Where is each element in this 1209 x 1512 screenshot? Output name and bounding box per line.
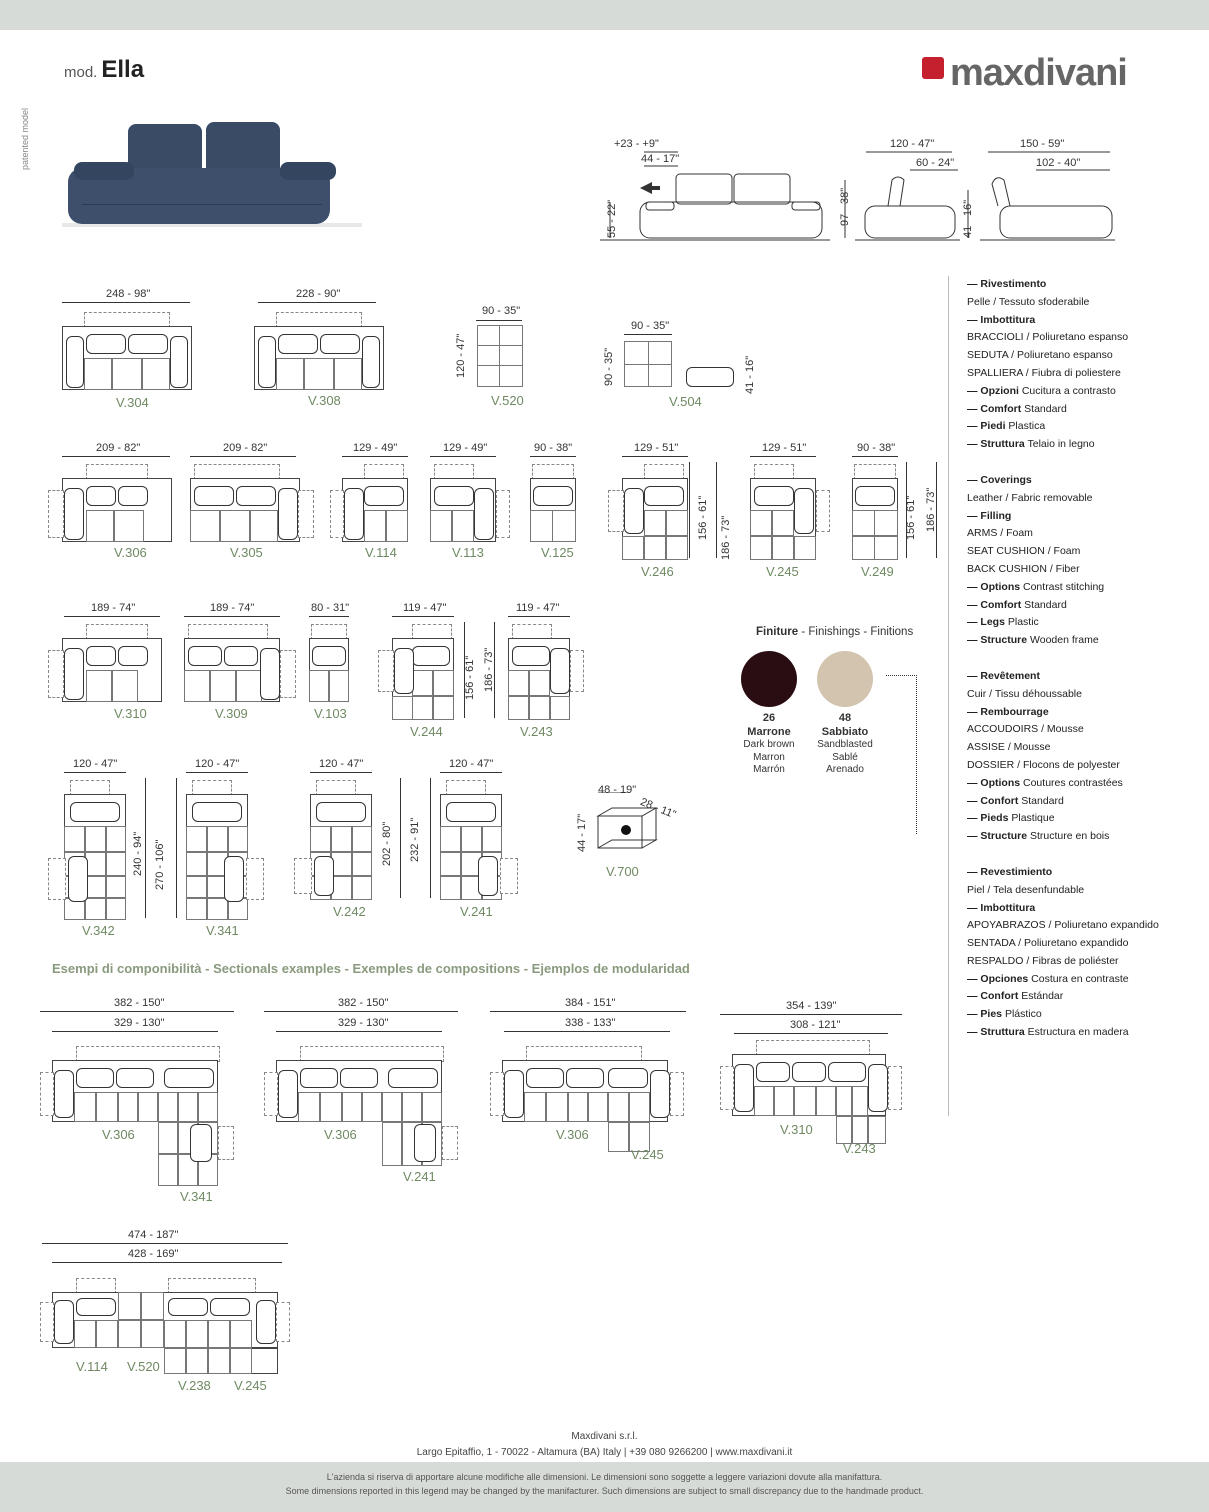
spec-text: Coutures contrastées xyxy=(1020,776,1123,789)
spec-text: Telaio in legno xyxy=(1024,438,1095,451)
label-v520: V.520 xyxy=(491,393,524,408)
finish-label-sabbiato: 48 Sabbiato Sandblasted Sablé Arenado xyxy=(817,712,873,775)
dimline-v114 xyxy=(342,456,408,457)
spec-text: SPALLIERA / Fiubra di poliestere xyxy=(967,366,1121,379)
spec-line-es xyxy=(967,864,1199,882)
dimv1-v249: 156 - 61" xyxy=(905,495,917,540)
dimline-v249 xyxy=(852,456,898,457)
logo-mark-icon xyxy=(922,57,944,79)
dim-v113: 129 - 49" xyxy=(443,442,488,454)
spec-line-fr xyxy=(967,739,1199,757)
ex4-label-b: V.243 xyxy=(843,1141,876,1156)
label-v114: V.114 xyxy=(365,545,397,560)
spec-heading: — Confort xyxy=(967,990,1019,1003)
spec-line-it xyxy=(967,401,1199,419)
ex4-label-a: V.310 xyxy=(780,1122,813,1137)
spec-text: Estructura en madera xyxy=(1024,1026,1129,1039)
spec-text: RESPALDO / Fibras de poliéster xyxy=(967,954,1119,967)
spec-line-en xyxy=(967,490,1199,508)
dimline-v305 xyxy=(190,456,296,457)
dimv-v504: 90 - 35" xyxy=(603,347,615,386)
dimline-v241 xyxy=(440,772,502,773)
ex4-outer-dim: 354 - 139" xyxy=(786,1000,837,1012)
spec-heading: — Imbottitura xyxy=(967,901,1036,914)
spec-heading: — Filling xyxy=(967,509,1012,522)
ex5-inner-line xyxy=(52,1262,282,1263)
spec-heading: — Coverings xyxy=(967,473,1032,486)
ex2-outer-line xyxy=(264,1011,458,1012)
spec-heading: — Revêtement xyxy=(967,669,1040,682)
dimline-v113 xyxy=(430,456,496,457)
label-v504: V.504 xyxy=(669,394,702,409)
module-v341 xyxy=(186,780,270,920)
ex1-inner-dim: 329 - 130" xyxy=(114,1017,165,1029)
vline2-v242 xyxy=(430,778,431,898)
dim-v114: 129 - 49" xyxy=(353,442,398,454)
label-v306: V.306 xyxy=(114,545,147,560)
spec-heading: — Piedi xyxy=(967,420,1006,433)
specs-gap xyxy=(967,454,1199,472)
module-v249 xyxy=(852,464,898,560)
dim-v308: 228 - 90" xyxy=(296,288,341,300)
dim-v305: 209 - 82" xyxy=(223,442,268,454)
dim-arm-width: 44 - 17" xyxy=(641,153,680,165)
spec-line-it xyxy=(967,365,1199,383)
spec-line-fr xyxy=(967,686,1199,704)
specs-gap xyxy=(967,846,1199,864)
spec-heading: — Comfort xyxy=(967,598,1022,611)
dim-seat-depth-2: 102 - 40" xyxy=(1036,157,1081,169)
spec-heading: — Struttura xyxy=(967,1026,1025,1039)
spec-text: APOYABRAZOS / Poliuretano expandido xyxy=(967,919,1159,932)
spec-line-fr xyxy=(967,721,1199,739)
spec-text: DOSSIER / Flocons de polyester xyxy=(967,758,1120,771)
module-v244 xyxy=(378,624,458,720)
spec-text: Leather / Fabric removable xyxy=(967,491,1093,504)
spec-line-it xyxy=(967,347,1199,365)
disclaimer-en: Some dimensions reported in this legend may be changed by the manifacturer. Such dimensions are subject to small discrepancy due to the handmade product. xyxy=(285,1486,924,1496)
label-v242: V.242 xyxy=(333,904,366,919)
spec-text: SEAT CUSHION / Foam xyxy=(967,545,1081,558)
footer-address: Largo Epitaffio, 1 - 70022 - Altamura (BA) Italy | +39 080 9266200 | www.maxdivani.it xyxy=(416,1447,793,1458)
dim-v244: 119 - 47" xyxy=(403,602,447,614)
spec-text: ARMS / Foam xyxy=(967,527,1033,540)
spec-line-es xyxy=(967,953,1199,971)
ex1-label-b: V.341 xyxy=(180,1189,213,1204)
label-v305: V.305 xyxy=(230,545,263,560)
dimline-v520 xyxy=(476,320,522,321)
spec-text: Estándar xyxy=(1018,990,1064,1003)
ex3-label-b: V.245 xyxy=(631,1147,664,1162)
spec-heading: — Legs xyxy=(967,616,1005,629)
ex2-inner-line xyxy=(276,1031,442,1032)
dim-v103: 80 - 31" xyxy=(311,602,350,614)
spec-text: SEDUTA / Poliuretano espanso xyxy=(967,349,1113,362)
spec-heading: — Pies xyxy=(967,1008,1003,1021)
module-v305 xyxy=(190,464,314,542)
label-v341: V.341 xyxy=(206,923,239,938)
spec-line-it xyxy=(967,329,1199,347)
dim-v310: 189 - 74" xyxy=(91,602,136,614)
label-v244: V.244 xyxy=(410,724,443,739)
dimline-v243 xyxy=(508,616,570,617)
disclaimer-it: L'azienda si riserva di apportare alcune modifiche alle dimensioni. Le dimensioni sono soggette a leggere variazioni dovute alla manifattura. xyxy=(326,1472,883,1482)
label-v309: V.309 xyxy=(215,706,248,721)
vline2-v246 xyxy=(716,462,717,558)
module-v241 xyxy=(440,780,524,900)
footer-company: Maxdivani s.r.l. xyxy=(571,1431,638,1442)
module-v242 xyxy=(294,780,378,900)
ex2-outer-dim: 382 - 150" xyxy=(338,997,389,1009)
spec-text: Standard xyxy=(1021,402,1067,415)
dimline-v306 xyxy=(62,456,170,457)
spec-text: Plastic xyxy=(1004,616,1039,629)
spec-heading: — Rivestimento xyxy=(967,278,1047,290)
dimv1-v244: 156 - 61" xyxy=(464,655,476,700)
dim-v304: 248 - 98" xyxy=(106,288,151,300)
dim-v504: 90 - 35" xyxy=(631,320,670,332)
module-v243 xyxy=(508,624,588,720)
ex2-label-b: V.241 xyxy=(403,1169,436,1184)
spec-line-fr xyxy=(967,704,1199,722)
ex3-outer-line xyxy=(490,1011,686,1012)
spec-heading: — Structure xyxy=(967,830,1028,843)
spec-line-fr xyxy=(967,757,1199,775)
dimline-v308 xyxy=(258,302,376,303)
dim-v341: 120 - 47" xyxy=(195,758,240,770)
module-v306 xyxy=(48,464,178,542)
label-v243: V.243 xyxy=(520,724,553,739)
spec-line-es xyxy=(967,917,1199,935)
spec-line-it xyxy=(967,276,1199,294)
spec-heading: — Comfort xyxy=(967,402,1022,415)
spec-line-en xyxy=(967,579,1199,597)
spec-heading: — Options xyxy=(967,776,1021,789)
dimline-v103 xyxy=(309,616,349,617)
spec-line-it xyxy=(967,418,1199,436)
ex4-outer-line xyxy=(720,1014,902,1015)
ex5-outer-dim: 474 - 187" xyxy=(128,1229,179,1241)
spec-line-it xyxy=(967,383,1199,401)
swatch-sabbiato xyxy=(817,651,873,707)
module-v520 xyxy=(477,325,523,387)
dim-height-2: 41 - 16" xyxy=(962,199,974,238)
dimline-v125 xyxy=(530,456,576,457)
spec-heading: — Confort xyxy=(967,794,1019,807)
module-v304 xyxy=(52,312,202,392)
spec-heading: — Revestimiento xyxy=(967,865,1053,878)
spec-line-it xyxy=(967,294,1199,312)
dimline-v309 xyxy=(184,616,280,617)
specs-panel xyxy=(967,276,1199,1042)
spec-text: BRACCIOLI / Poliuretano espanso xyxy=(967,331,1129,344)
spec-heading: — Opzioni xyxy=(967,384,1019,397)
example-3 xyxy=(490,1046,690,1156)
spec-line-es xyxy=(967,935,1199,953)
specs-divider xyxy=(948,276,949,1116)
vline-v242 xyxy=(400,778,401,898)
dimline-v242 xyxy=(310,772,372,773)
spec-text: Plastica xyxy=(1005,420,1046,433)
spec-heading: — Opciones xyxy=(967,972,1029,985)
example-4 xyxy=(720,1040,910,1144)
dim-v306: 209 - 82" xyxy=(96,442,141,454)
module-v246 xyxy=(608,464,690,560)
spec-text: ACCOUDOIRS / Mousse xyxy=(967,723,1084,736)
dimline-v342 xyxy=(64,772,126,773)
spec-line-fr xyxy=(967,793,1199,811)
spec-line-en xyxy=(967,597,1199,615)
dimline-v504 xyxy=(624,334,672,335)
dim-v242: 120 - 47" xyxy=(319,758,364,770)
ex3-inner-line xyxy=(504,1031,670,1032)
spec-heading: — Options xyxy=(967,580,1021,593)
spec-text: Structure en bois xyxy=(1027,830,1110,843)
ex1-outer-line xyxy=(40,1011,234,1012)
ex1-outer-dim: 382 - 150" xyxy=(114,997,165,1009)
ex2-inner-dim: 329 - 130" xyxy=(338,1017,389,1029)
module-v310 xyxy=(48,624,178,702)
example-2 xyxy=(264,1046,464,1166)
dim-seat-height: 55 - 22" xyxy=(606,199,618,238)
label-v125: V.125 xyxy=(541,545,574,560)
spec-heading: — Rembourrage xyxy=(967,705,1049,718)
dimw-v700: 48 - 19" xyxy=(598,784,637,796)
specs-gap xyxy=(967,650,1199,668)
ex3-inner-dim: 338 - 133" xyxy=(565,1017,616,1029)
module-v113 xyxy=(430,464,512,542)
dimv2-v242: 232 - 91" xyxy=(409,817,421,862)
dim-v342: 120 - 47" xyxy=(73,758,118,770)
spec-line-fr xyxy=(967,828,1199,846)
patented-note: patented model xyxy=(20,107,30,170)
ex3-outer-dim: 384 - 151" xyxy=(565,997,616,1009)
vline-v246 xyxy=(689,462,690,558)
ottoman-side-v504 xyxy=(686,367,734,387)
label-v113: V.113 xyxy=(452,545,484,560)
label-v700: V.700 xyxy=(606,864,639,879)
ex5-label-c: V.238 xyxy=(178,1378,211,1393)
dimline-v244 xyxy=(392,616,454,617)
label-v246: V.246 xyxy=(641,564,674,579)
model-title: mod. Ella xyxy=(64,56,145,83)
vline-v342 xyxy=(145,778,146,918)
spec-text: Cucitura a contrasto xyxy=(1018,384,1116,397)
dimh-v504: 41 - 16" xyxy=(744,355,756,394)
label-v308: V.308 xyxy=(308,393,341,408)
module-v125 xyxy=(530,464,576,542)
dim-v245: 129 - 51" xyxy=(762,442,807,454)
spec-line-en xyxy=(967,525,1199,543)
spec-line-en xyxy=(967,508,1199,526)
dim-v249: 90 - 38" xyxy=(857,442,896,454)
spec-text: Piel / Tela desenfundable xyxy=(967,883,1085,896)
module-v309 xyxy=(184,624,308,702)
ex5-label-d: V.245 xyxy=(234,1378,267,1393)
dim-v125: 90 - 38" xyxy=(534,442,573,454)
label-v310: V.310 xyxy=(114,706,147,721)
spec-heading: — Struttura xyxy=(967,438,1025,451)
spec-line-es xyxy=(967,971,1199,989)
spec-text: Plastique xyxy=(1008,812,1055,825)
dimline-v304 xyxy=(62,302,190,303)
ex5-label-a: V.114 xyxy=(76,1359,108,1374)
finish-connector xyxy=(886,675,917,834)
spec-text: Contrast stitching xyxy=(1020,580,1105,593)
finishes-title: Finiture - Finishings - Finitions xyxy=(756,626,914,638)
ex4-inner-dim: 308 - 121" xyxy=(790,1019,841,1031)
label-v241: V.241 xyxy=(460,904,493,919)
ex1-label-a: V.306 xyxy=(102,1127,135,1142)
ex1-inner-line xyxy=(52,1031,218,1032)
ex5-label-b: V.520 xyxy=(127,1359,160,1374)
spec-line-fr xyxy=(967,668,1199,686)
spec-line-fr xyxy=(967,775,1199,793)
spec-heading: — Structure xyxy=(967,634,1028,647)
spec-line-en xyxy=(967,614,1199,632)
label-v245: V.245 xyxy=(766,564,799,579)
example-1 xyxy=(40,1046,240,1186)
spec-text: BACK CUSHION / Fiber xyxy=(967,562,1080,575)
dim-extension: +23 - +9" xyxy=(614,138,659,150)
dimline-v310 xyxy=(64,616,160,617)
dimline-v341 xyxy=(186,772,248,773)
spec-line-en xyxy=(967,543,1199,561)
swatch-marrone xyxy=(741,651,797,707)
dimv2-v244: 186 - 73" xyxy=(483,647,495,692)
spec-line-it xyxy=(967,436,1199,454)
dim-seat-depth-1: 60 - 24" xyxy=(916,157,955,169)
dim-v246: 129 - 51" xyxy=(634,442,679,454)
spec-heading: — Imbottitura xyxy=(967,313,1036,326)
spec-text: Wooden frame xyxy=(1027,634,1099,647)
ex5-inner-dim: 428 - 169" xyxy=(128,1248,179,1260)
spec-line-es xyxy=(967,882,1199,900)
spec-text: SENTADA / Poliuretano expandido xyxy=(967,937,1129,950)
spec-text: Costura en contraste xyxy=(1028,972,1129,985)
dimd-v700: 28 - 11" xyxy=(638,796,678,822)
dimv1-v246: 156 - 61" xyxy=(697,495,709,540)
dim-v520: 90 - 35" xyxy=(482,305,521,317)
spec-line-fr xyxy=(967,810,1199,828)
spec-text: ASSISE / Mousse xyxy=(967,741,1051,754)
dimv2-v342: 270 - 106" xyxy=(154,839,166,890)
module-v114 xyxy=(330,464,410,542)
spec-line-es xyxy=(967,1006,1199,1024)
dimline-v246 xyxy=(622,456,688,457)
ex4-inner-line xyxy=(734,1033,888,1034)
ex3-label-a: V.306 xyxy=(556,1127,589,1142)
dimv1-v342: 240 - 94" xyxy=(132,831,144,876)
spec-line-en xyxy=(967,472,1199,490)
spec-line-en xyxy=(967,561,1199,579)
module-v342 xyxy=(48,780,132,920)
label-v304: V.304 xyxy=(116,395,149,410)
vline2-v342 xyxy=(176,778,177,918)
finish-label-marrone: 26 Marrone Dark brown Marron Marrón xyxy=(743,712,795,775)
dim-depth-1: 120 - 47" xyxy=(890,138,935,150)
examples-title: Esempi di componibilità - Sectionals examples - Exemples de compositions - Ejemplos de modularidad xyxy=(52,961,690,976)
module-v245 xyxy=(750,464,832,560)
dimv1-v242: 202 - 80" xyxy=(381,821,393,866)
dimh-v700: 44 - 17" xyxy=(576,813,588,852)
spec-line-es xyxy=(967,900,1199,918)
label-v103: V.103 xyxy=(314,706,347,721)
dim-v243: 119 - 47" xyxy=(516,602,560,614)
sofa-photo xyxy=(62,118,372,230)
spec-line-es xyxy=(967,988,1199,1006)
module-v103 xyxy=(309,624,349,702)
spec-line-es xyxy=(967,1024,1199,1042)
brand-logo: maxdivani xyxy=(922,52,1127,95)
spec-line-it xyxy=(967,312,1199,330)
spec-heading: — Pieds xyxy=(967,812,1009,825)
module-v504 xyxy=(624,341,672,387)
dimv2-v249: 186 - 73" xyxy=(925,487,937,532)
label-v342: V.342 xyxy=(82,923,115,938)
dimline-v245 xyxy=(750,456,816,457)
dimv-v520: 120 - 47" xyxy=(455,333,467,378)
ex5-outer-line xyxy=(42,1243,288,1244)
top-band xyxy=(0,0,1209,30)
spec-line-en xyxy=(967,632,1199,650)
dim-v309: 189 - 74" xyxy=(210,602,255,614)
spec-text: Plástico xyxy=(1002,1008,1042,1021)
dimv2-v246: 186 - 73" xyxy=(720,515,732,560)
spec-text: Cuir / Tissu déhoussable xyxy=(967,687,1082,700)
dim-height-1: 97 - 38" xyxy=(839,187,851,226)
label-v249: V.249 xyxy=(861,564,894,579)
ex2-label-a: V.306 xyxy=(324,1127,357,1142)
spec-text: Standard xyxy=(1021,598,1067,611)
dim-v241: 120 - 47" xyxy=(449,758,494,770)
spec-text: Standard xyxy=(1018,794,1064,807)
spec-text: Pelle / Tessuto sfoderabile xyxy=(967,295,1090,308)
dim-depth-2: 150 - 59" xyxy=(1020,138,1065,150)
module-v308 xyxy=(244,312,394,392)
